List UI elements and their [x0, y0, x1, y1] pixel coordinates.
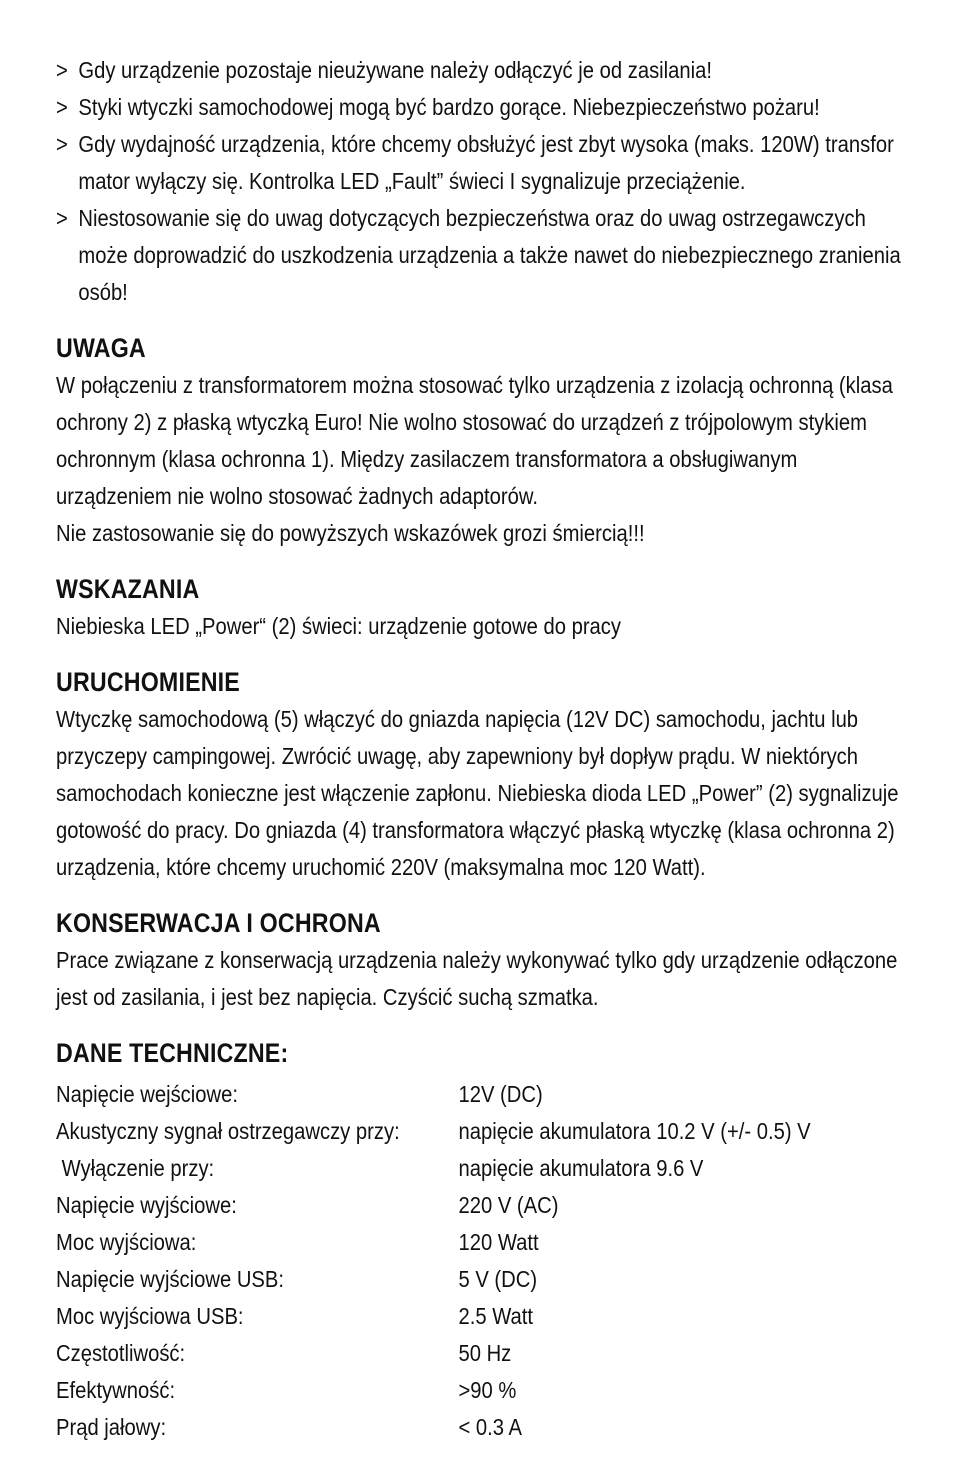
- safety-item: [56, 200, 906, 311]
- spec-label: Wyłączenie przy:: [56, 1155, 215, 1181]
- wskazania-heading: WSKAZANIA: [56, 574, 200, 604]
- uwaga-section: [56, 329, 906, 552]
- spec-row: [56, 1261, 906, 1298]
- spec-label: Napięcie wyjściowe:: [56, 1192, 237, 1218]
- spec-row: [56, 1335, 906, 1372]
- safety-item: [56, 89, 906, 126]
- spec-value: 120 Watt: [458, 1229, 539, 1255]
- safety-item: [56, 52, 906, 89]
- safety-list: [56, 52, 906, 311]
- uwaga-heading: UWAGA: [56, 333, 146, 363]
- spec-row: [56, 1298, 906, 1335]
- spec-row: [56, 1113, 906, 1150]
- safety-text: Gdy wydajność urządzenia, które chcemy obsłużyć jest zbyt wysoka (maks. 120W) transfor mator wyłączy się. Kontrolka LED „Fault” świeci I sygnalizuje przeciążenie.: [78, 131, 894, 194]
- spec-value: 50 Hz: [458, 1340, 512, 1366]
- safety-item: [56, 126, 906, 200]
- spec-label: Prąd jałowy:: [56, 1414, 167, 1440]
- spec-value: 12V (DC): [458, 1081, 543, 1107]
- konserwacja-section: [56, 904, 906, 1016]
- spec-label: Częstotliwość:: [56, 1340, 186, 1366]
- wskazania-section: [56, 570, 906, 645]
- spec-label: Napięcie wejściowe:: [56, 1081, 238, 1107]
- spec-label: Napięcie wyjściowe USB:: [56, 1266, 285, 1292]
- spec-row: [56, 1150, 906, 1187]
- uwaga-body: W połączeniu z transformatorem można stosować tylko urządzenia z izolacją ochronną (klasa ochrony 2) z płaską wtyczką Euro! Nie wolno stosować do urządzeń z trójpolowym stykiem ochronnym (klasa ochronna 1). Między zasilaczem transformatora a obsługiwanym urządzeniem nie wolno stosować żadnych adaptorów.: [56, 372, 893, 509]
- konserwacja-heading: KONSERWACJA I OCHRONA: [56, 908, 381, 938]
- spec-label: Efektywność:: [56, 1377, 176, 1403]
- dane-section: [56, 1034, 906, 1446]
- wskazania-body: Niebieska LED „Power“ (2) świeci: urządzenie gotowe do pracy: [56, 613, 622, 639]
- spec-table: [56, 1076, 906, 1446]
- safety-text: Niestosowanie się do uwag dotyczących bezpieczeństwa oraz do uwag ostrzegawczych może doprowadzić do uszkodzenia urządzenia a także nawet do niebezpiecznego zranienia osób!: [78, 205, 901, 305]
- uruchomienie-body: Wtyczkę samochodową (5) włączyć do gniazda napięcia (12V DC) samochodu, jachtu lub przyczepy campingowej. Zwrócić uwagę, aby zapewniony był dopływ prądu. W niektórych samochodach konieczne jest włączenie zapłonu. Niebieska dioda LED „Power” (2) sygnalizuje gotowość do pracy. Do gniazda (4) transformatora włączyć płaską wtyczkę (klasa ochronna 2) urządzenia, które chcemy uruchomić 220V (maksymalna moc 120 Watt).: [56, 706, 899, 880]
- manual-page: [56, 52, 906, 1446]
- spec-value: < 0.3 A: [458, 1414, 522, 1440]
- spec-value: 5 V (DC): [458, 1266, 538, 1292]
- spec-row: [56, 1076, 906, 1113]
- uwaga-warning: Nie zastosowanie się do powyższych wskazówek grozi śmiercią!!!: [56, 520, 645, 546]
- manual-content: [56, 52, 906, 1446]
- bullet-marker: >: [56, 94, 68, 120]
- spec-label: Moc wyjściowa:: [56, 1229, 197, 1255]
- spec-value: 220 V (AC): [458, 1192, 559, 1218]
- bullet-marker: >: [56, 57, 68, 83]
- bullet-marker: >: [56, 131, 68, 157]
- spec-row: [56, 1224, 906, 1261]
- safety-text: Gdy urządzenie pozostaje nieużywane należy odłączyć je od zasilania!: [78, 57, 712, 83]
- spec-row: [56, 1372, 906, 1409]
- spec-value: napięcie akumulatora 9.6 V: [458, 1155, 704, 1181]
- safety-text: Styki wtyczki samochodowej mogą być bardzo gorące. Niebezpieczeństwo pożaru!: [78, 94, 820, 120]
- spec-label: Akustyczny sygnał ostrzegawczy przy:: [56, 1118, 400, 1144]
- bullet-marker: >: [56, 205, 68, 231]
- spec-value: napięcie akumulatora 10.2 V (+/- 0.5) V: [458, 1118, 811, 1144]
- spec-row: [56, 1409, 906, 1446]
- spec-row: [56, 1187, 906, 1224]
- uruchomienie-section: [56, 663, 906, 886]
- spec-label: Moc wyjściowa USB:: [56, 1303, 244, 1329]
- spec-value: 2.5 Watt: [458, 1303, 533, 1329]
- uruchomienie-heading: URUCHOMIENIE: [56, 667, 240, 697]
- dane-heading: DANE TECHNICZNE:: [56, 1038, 289, 1068]
- spec-value: >90 %: [458, 1377, 517, 1403]
- konserwacja-body: Prace związane z konserwacją urządzenia należy wykonywać tylko gdy urządzenie odłączone jest od zasilania, i jest bez napięcia. Czyścić suchą szmatka.: [56, 947, 898, 1010]
